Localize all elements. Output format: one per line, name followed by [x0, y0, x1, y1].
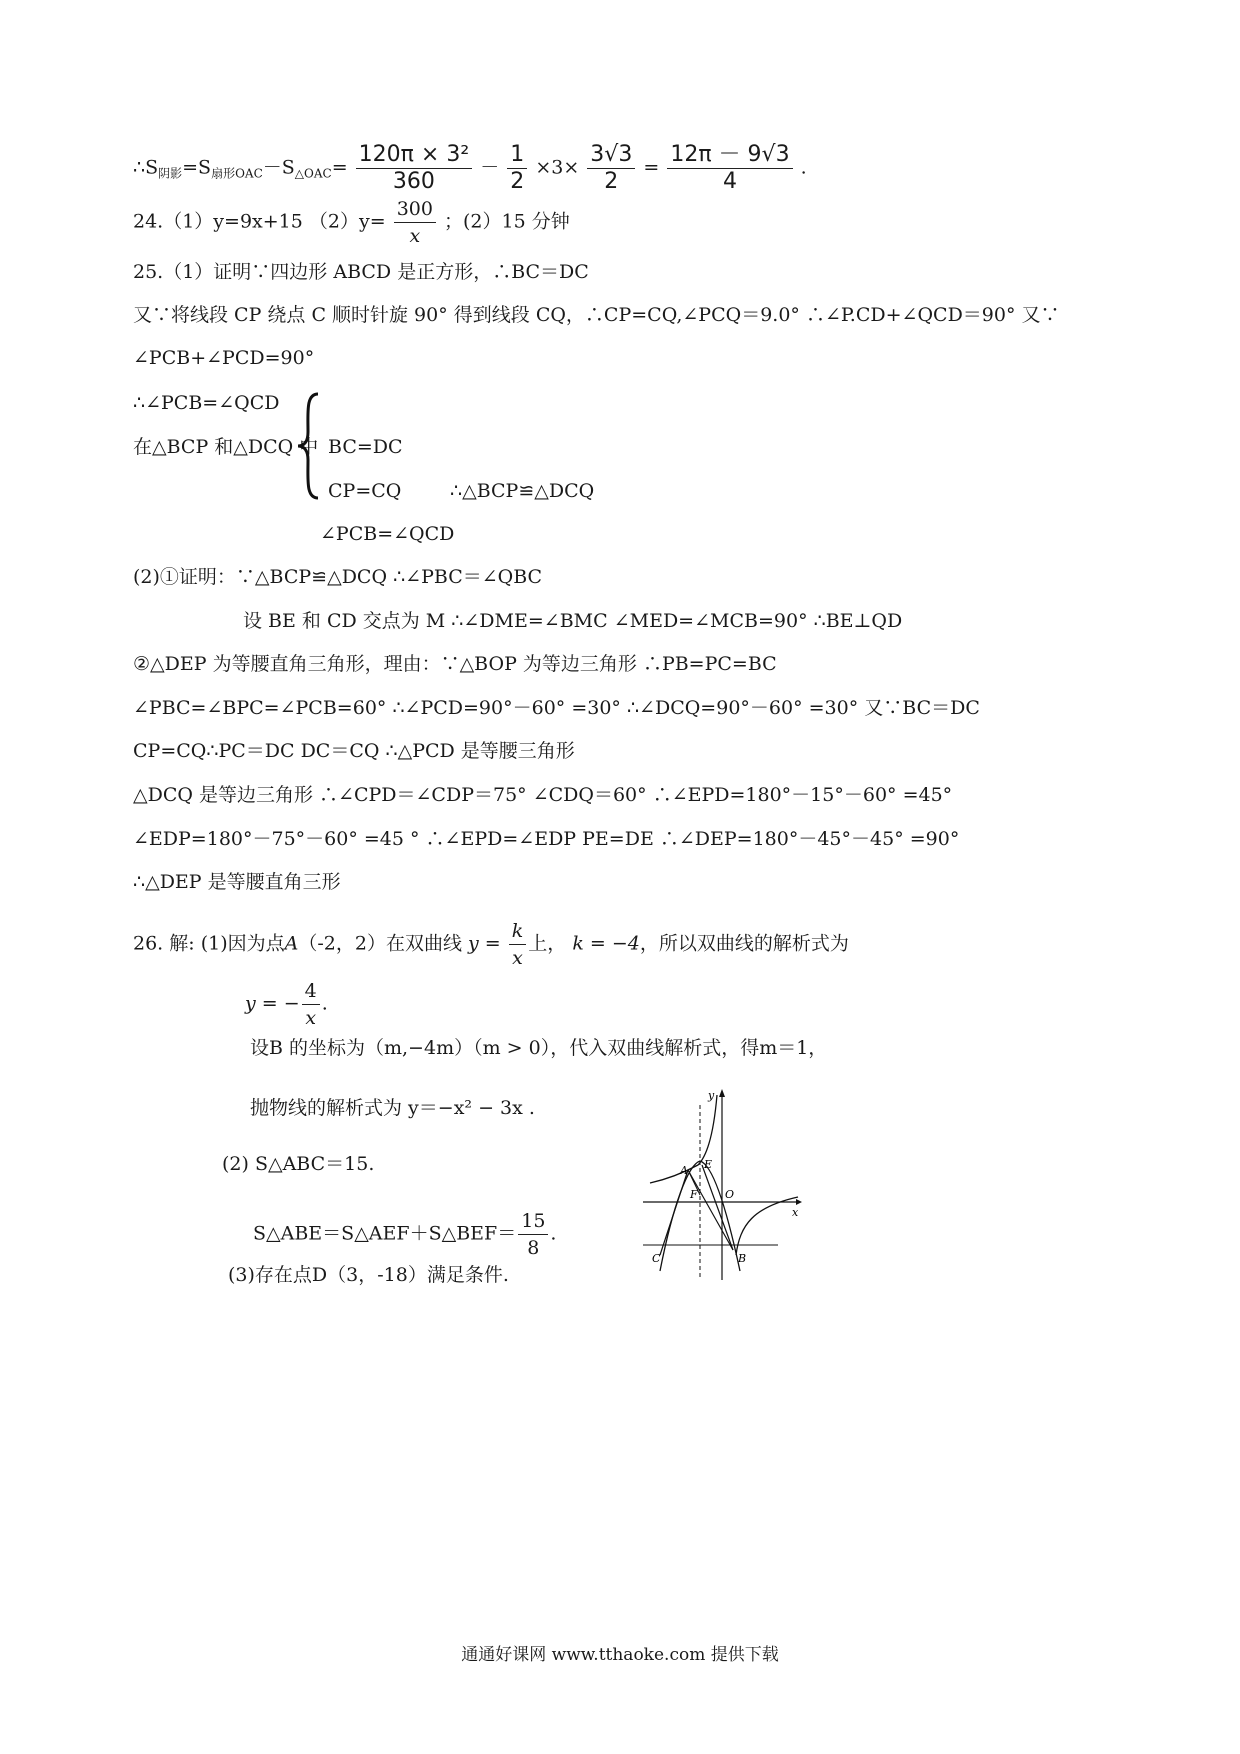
footer-source: 通通好课网 www.tthaoke.com 提供下载 [461, 1645, 779, 1665]
label-o: O [725, 1188, 735, 1201]
answer-25-part2-line-6: △DCQ 是等边三角形 ∴∠CPD＝∠CDP＝75° ∠CDQ＝60° ∴∠EPD=180°－15°－60° =45° [133, 784, 953, 806]
answer-25-line-3: ∠PCB+∠PCD=90° [133, 347, 315, 369]
answer-26-line-2: y = − $\frac{4}{x}$ . [245, 980, 328, 1029]
answer-25-part2-line-7: ∠EDP=180°－75°－60° =45 ° ∴∠EPD=∠EDP PE=DE ∴∠DEP=180°－45°－45° =90° [133, 828, 960, 850]
answer-26-line-7: (3)存在点D（3，-18）满足条件. [228, 1264, 509, 1286]
answer-25-part2-line-4: ∠PBC=∠BPC=∠PCB=60° ∴∠PCD=90°－60° =30° ∴∠DCQ=90°－60° =30° 又∵BC＝DC [133, 697, 980, 719]
answer-25-line-5: 在△BCP 和△DCQ 中 [133, 436, 319, 458]
formula-shaded-area: $\therefore S_{阴影}=S_{扇形OAC}-S_{\triangle OAC}=$ $\frac{\text{120π × 3²}}{360}$ － $\frac{1}{2}$ ×3× $\frac{3√3}{2}$ = $\frac{12\pi - 9√3}{4}$ . [133, 142, 807, 194]
answer-25-part2-line-5: CP=CQ∴PC＝DC DC＝CQ ∴△PCD 是等腰三角形 [133, 740, 575, 762]
label-a: A [680, 1164, 688, 1177]
answer-26-line-1: 26. 解: (1)因为点A（-2，2）在双曲线 y = $\frac{k}{x}$ 上， k = −4，所以双曲线的解析式为 [133, 920, 849, 969]
answer-25-part2-line-1: (2)①证明：∵△BCP≌△DCQ ∴∠PBC＝∠QBC [133, 566, 543, 588]
answer-25-part2-line-3: ②△DEP 为等腰直角三角形，理由：∵△BOP 为等边三角形 ∴PB=PC=BC [133, 653, 777, 675]
condition-cp-cq: CP=CQ [328, 480, 402, 502]
label-c: C [652, 1252, 661, 1265]
label-f: F [690, 1188, 698, 1201]
label-b: B [738, 1252, 747, 1265]
label-e: E [704, 1158, 713, 1171]
answer-26-line-3: 设B 的坐标为（m,−4m）（m > 0），代入双曲线解析式，得m＝1， [250, 1037, 828, 1059]
left-brace [296, 392, 322, 500]
congruence-conclusion: ∴△BCP≌△DCQ [450, 480, 595, 502]
answer-25-part2-line-2: 设 BE 和 CD 交点为 M ∴∠DME=∠BMC ∠MED=∠MCB=90° ∴BE⊥QD [243, 610, 903, 632]
condition-bc-dc: BC=DC [328, 436, 403, 458]
answer-25-line-2: 又∵将线段 CP 绕点 C 顺时针旋 90° 得到线段 CQ，∴CP=CQ,∠PCQ＝9.0° ∴∠P.CD+∠QCD＝90° 又∵ [133, 304, 1060, 326]
answer-26-line-6: S△ABE＝S△AEF＋S△BEF＝ $\frac{15}{8}$ . [253, 1210, 557, 1259]
label-x: x [792, 1206, 799, 1219]
label-y: y [708, 1089, 715, 1102]
answer-25-part2-line-8: ∴△DEP 是等腰直角三形 [133, 871, 341, 893]
answer-25-line-1: 25.（1）证明∵四边形 ABCD 是正方形，∴BC＝DC [133, 261, 589, 283]
answer-26-line-5: (2) S△ABC＝15. [222, 1153, 375, 1175]
answer-24: 24.（1）y=9x+15 （2）y= $\frac{300}{x}$ ；(2）15 分钟 [133, 198, 570, 247]
condition-angle: ∠PCB=∠QCD [320, 523, 455, 545]
answer-25-line-4: ∴∠PCB=∠QCD [133, 392, 280, 414]
answer-26-line-4: 抛物线的解析式为 y＝−x² − 3x . [250, 1097, 535, 1119]
function-graph [638, 1085, 810, 1285]
